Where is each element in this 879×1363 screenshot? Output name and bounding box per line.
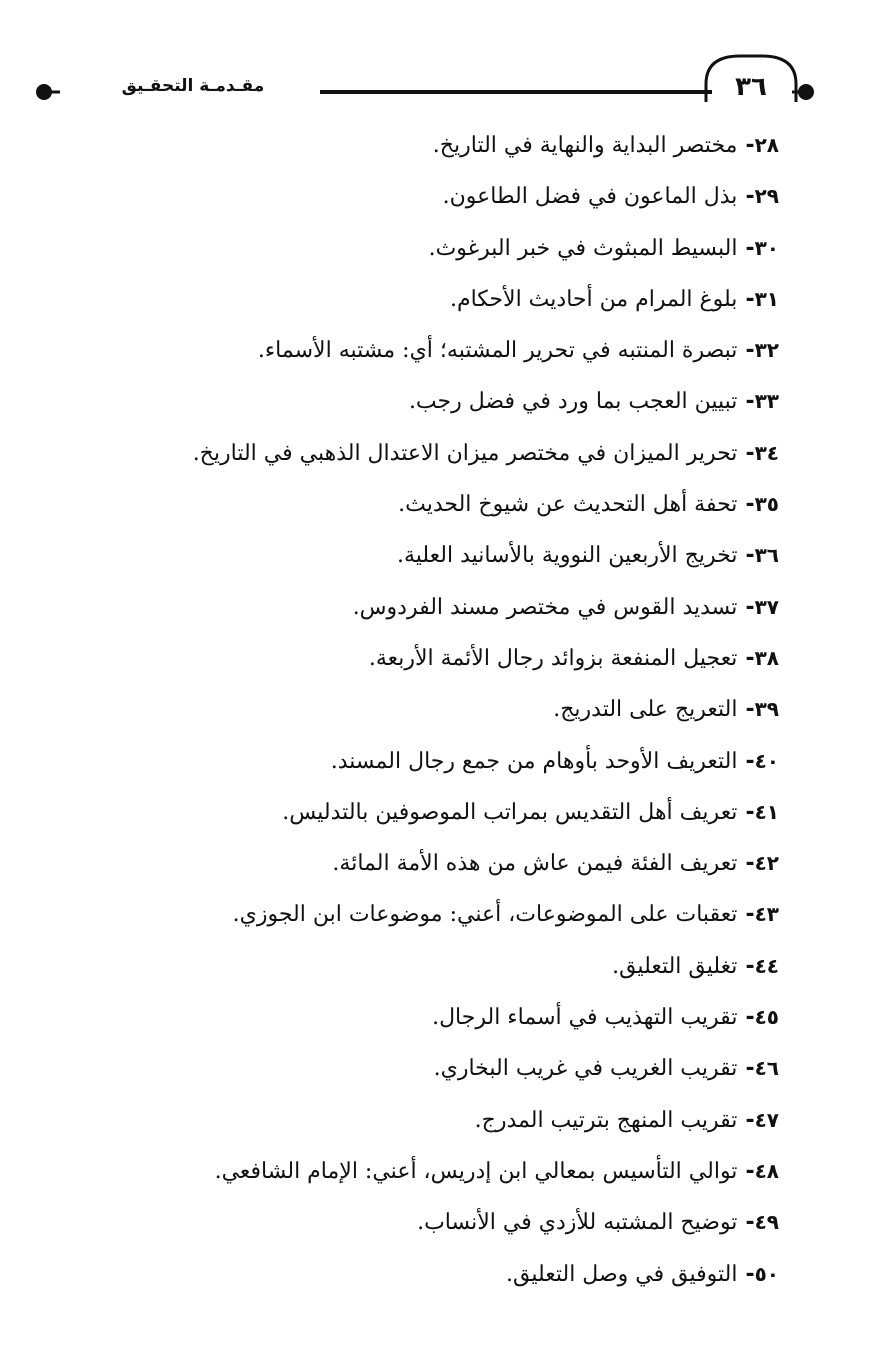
entry-title: تحفة أهل التحديث عن شيوخ الحديث. (398, 492, 738, 518)
list-item (79, 633, 779, 684)
entry-dash: - (745, 389, 755, 415)
entry-title: مختصر البداية والنهاية في التاريخ. (432, 133, 738, 158)
entry-title: التوفيق في وصل التعليق. (505, 1261, 738, 1287)
entry-title: تعريف الفئة فيمن عاش من هذه الأمة المائة. (332, 851, 738, 877)
entry-title: تعقبات على الموضوعات، أعني: موضوعات ابن الجوزي. (232, 902, 738, 928)
entry-title: تقريب التهذيب في أسماء الرجال. (432, 1005, 738, 1031)
entry-number: ٤٠ (754, 748, 779, 773)
entry-dash: - (745, 748, 755, 774)
list-item (79, 530, 779, 581)
entry-number: ٣٠ (754, 235, 779, 260)
entry-number: ٤٥ (754, 1005, 779, 1030)
entry-dash: - (745, 184, 755, 210)
entry-dash: - (745, 1005, 755, 1031)
entry-number: ٤٢ (754, 851, 779, 876)
entry-title: تسديد القوس في مختصر مسند الفردوس. (352, 594, 738, 620)
list-item (79, 838, 779, 889)
entry-dash: - (745, 235, 755, 261)
list-item (79, 684, 779, 735)
entry-dash: - (745, 338, 755, 364)
entry-title: تبيين العجب بما ورد في فضل رجب. (408, 389, 738, 415)
entry-title: تعجيل المنفعة بزوائد رجال الأئمة الأربعة. (368, 645, 738, 671)
entry-dash: - (745, 286, 755, 312)
entry-dash: - (745, 1210, 755, 1236)
entry-number: ٤٤ (754, 953, 779, 978)
entry-title: بذل الماعون في فضل الطاعون. (442, 184, 738, 210)
entry-dash: - (745, 594, 755, 620)
entry-number: ٢٩ (754, 184, 779, 209)
entry-number: ٤٦ (754, 1056, 779, 1081)
list-item (79, 1095, 779, 1146)
entry-dash: - (745, 1107, 755, 1133)
entry-dash: - (745, 953, 755, 979)
entry-number: ٥٠ (754, 1261, 779, 1286)
entry-number: ٣٤ (754, 440, 779, 465)
entry-dash: - (745, 1056, 755, 1082)
entry-dash: - (745, 799, 755, 825)
list-item (79, 120, 779, 171)
entry-number: ٤٣ (754, 902, 779, 927)
list-item (79, 787, 779, 838)
list-item (79, 941, 779, 992)
page-number: ٣٦ (735, 72, 767, 102)
entry-number: ٤١ (754, 799, 779, 824)
entry-title: تحرير الميزان في مختصر ميزان الاعتدال الذهبي في التاريخ. (192, 440, 738, 466)
list-item (79, 736, 779, 787)
entry-number: ٣٥ (754, 492, 779, 517)
page-header (0, 50, 879, 130)
entry-title: بلوغ المرام من أحاديث الأحكام. (449, 286, 738, 312)
entry-title: تغليق التعليق. (612, 953, 738, 979)
entry-dash: - (745, 902, 755, 928)
entry-number: ٣٧ (754, 594, 779, 619)
entry-dash: - (745, 697, 755, 723)
entry-number: ٤٨ (754, 1158, 779, 1183)
entry-title: التعريف الأوحد بأوهام من جمع رجال المسند. (330, 748, 738, 774)
entry-dash: - (745, 492, 755, 518)
entry-title: تخريج الأربعين النووية بالأسانيد العلية. (396, 543, 738, 569)
entry-title: تعريف أهل التقديس بمراتب الموصوفين بالتدليس. (282, 799, 738, 825)
entry-number: ٣٢ (754, 338, 779, 363)
list-item (79, 325, 779, 376)
list-item (79, 992, 779, 1043)
entry-number: ٤٩ (754, 1210, 779, 1235)
running-title: مقـدمـة التحقـيق (121, 76, 265, 96)
list-item (79, 428, 779, 479)
list-item (79, 582, 779, 633)
list-item (79, 274, 779, 325)
entry-number: ٣٣ (754, 389, 779, 414)
entry-title: توضيح المشتبه للأزدي في الأنساب. (417, 1210, 738, 1236)
list-item (79, 376, 779, 427)
entry-dash: - (745, 1261, 755, 1287)
entry-dash: - (745, 645, 755, 671)
list-item (79, 889, 779, 940)
entry-dash: - (745, 1158, 755, 1184)
entry-title: البسيط المبثوث في خبر البرغوث. (428, 235, 738, 261)
entry-number: ٣١ (754, 286, 779, 311)
entry-number: ٢٨ (754, 133, 779, 157)
entry-title: توالي التأسيس بمعالي ابن إدريس، أعني: الإمام الشافعي. (214, 1158, 738, 1184)
entry-dash: - (745, 543, 755, 569)
entry-dash: - (745, 440, 755, 466)
entry-title: تبصرة المنتبه في تحرير المشتبه؛ أي: مشتبه الأسماء. (257, 338, 738, 364)
entry-title: تقريب المنهج بترتيب المدرج. (474, 1107, 738, 1133)
entry-title: تقريب الغريب في غريب البخاري. (433, 1056, 738, 1082)
list-item (79, 1249, 779, 1300)
list-item (79, 1043, 779, 1094)
left-bullet-dot (36, 84, 52, 100)
book-list (79, 120, 779, 1300)
right-bullet-dot (798, 84, 814, 100)
entry-number: ٣٩ (754, 697, 779, 722)
entry-dash: - (745, 133, 755, 158)
list-item (79, 171, 779, 222)
entry-number: ٤٧ (754, 1107, 779, 1132)
entry-dash: - (745, 851, 755, 877)
list-item (79, 479, 779, 530)
list-item (79, 223, 779, 274)
entry-number: ٣٨ (754, 645, 779, 670)
list-item (79, 1197, 779, 1248)
entry-title: التعريج على التدريج. (553, 697, 738, 723)
list-item (79, 1146, 779, 1197)
entry-number: ٣٦ (754, 543, 779, 568)
